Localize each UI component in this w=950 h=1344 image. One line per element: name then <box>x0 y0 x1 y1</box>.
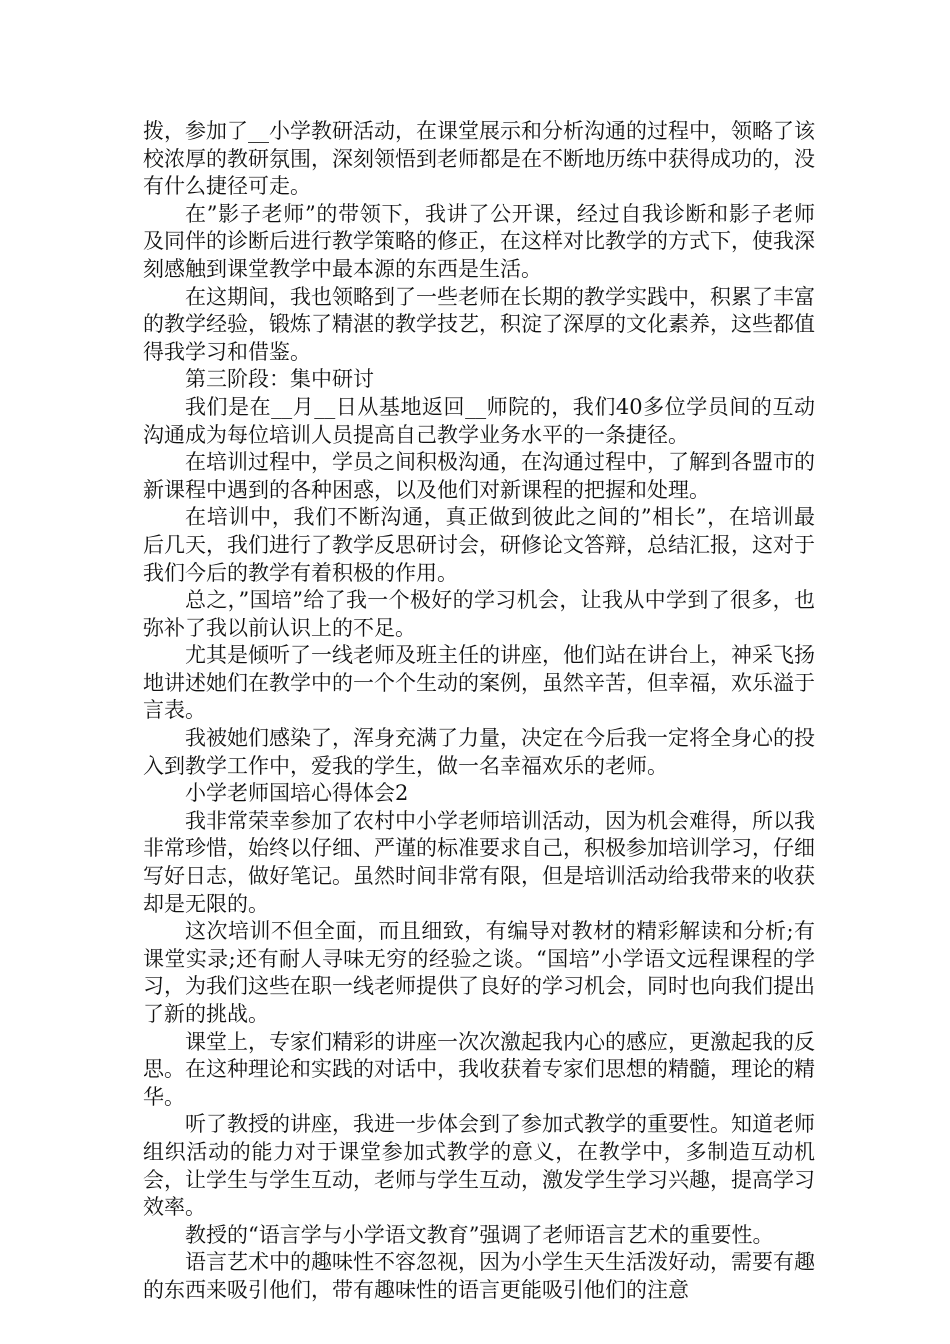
paragraph: 我被她们感染了，浑身充满了力量，决定在今后我一定将全身心的投入到教学工作中，爱我的学生，做一名幸福欢乐的老师。 <box>143 726 815 778</box>
paragraph-continuation: 拨，参加了__小学教研活动，在课堂展示和分析沟通的过程中，领略了该校浓厚的教研氛围，深刻领悟到老师都是在不断地历练中获得成功的，没有什么捷径可走。 <box>143 119 815 199</box>
document-body <box>143 118 815 1305</box>
paragraph: 在”影子老师”的带领下，我讲了公开课，经过自我诊断和影子老师及同伴的诊断后进行教学策略的修正，在这样对比教学的方式下，使我深刻感触到课堂教学中最本源的东西是生活。 <box>143 201 815 281</box>
paragraph: 我们是在__月__日从基地返回__师院的，我们40多位学员间的互动沟通成为每位培训人员提高自己教学业务水平的一条捷径。 <box>143 394 815 447</box>
paragraph: 语言艺术中的趣味性不容忽视，因为小学生天生活泼好动，需要有趣的东西来吸引他们，带有趣味性的语言更能吸引他们的注意 <box>143 1250 815 1302</box>
paragraph: 教授的“语言学与小学语文教育”强调了老师语言艺术的重要性。 <box>185 1222 774 1247</box>
paragraph: 我非常荣幸参加了农村中小学老师培训活动，因为机会难得，所以我非常珍惜，始终以仔细、严谨的标准要求自己，积极参加培训学习，仔细写好日志，做好笔记。虽然时间非常有限，但是培训活动给我带来的收获却是无限的。 <box>143 808 815 916</box>
paragraph: 总之，”国培”给了我一个极好的学习机会，让我从中学到了很多，也弥补了我以前认识上的不足。 <box>143 588 815 640</box>
paragraph: 在培训过程中，学员之间积极沟通，在沟通过程中，了解到各盟市的新课程中遇到的各种困惑，以及他们对新课程的把握和处理。 <box>143 450 815 502</box>
paragraph: 在培训中，我们不断沟通，真正做到彼此之间的”相长”，在培训最后几天，我们进行了教学反思研讨会，研修论文答辩，总结汇报，这对于我们今后的教学有着积极的作用。 <box>143 505 815 585</box>
paragraph: 这次培训不但全面，而且细致，有编导对教材的精彩解读和分析;有课堂实录;还有耐人寻味无穷的经验之谈。“国培”小学语文远程课程的学习，为我们这些在职一线老师提供了良好的学习机会，同时也向我们提出了新的挑战。 <box>143 919 815 1026</box>
article-title: 小学老师国培心得体会2 <box>185 781 409 806</box>
paragraph: 在这期间，我也领略到了一些老师在长期的教学实践中，积累了丰富的教学经验，锻炼了精湛的教学技艺，积淀了深厚的文化素养，这些都值得我学习和借鉴。 <box>143 284 815 364</box>
paragraph: 尤其是倾听了一线老师及班主任的讲座，他们站在讲台上，神采飞扬地讲述她们在教学中的一个个生动的案例，虽然辛苦，但幸福，欢乐溢于言表。 <box>143 643 815 723</box>
paragraph: 课堂上，专家们精彩的讲座一次次激起我内心的感应，更激起我的反思。在这种理论和实践的对话中，我收获着专家们思想的精髓，理论的精华。 <box>143 1029 815 1109</box>
section-heading: 第三阶段：集中研讨 <box>185 367 374 392</box>
paragraph: 听了教授的讲座，我进一步体会到了参加式教学的重要性。知道老师组织活动的能力对于课堂参加式教学的意义，在教学中，多制造互动机会，让学生与学生互动，老师与学生互动，激发学生学习兴趣，提高学习效率。 <box>143 1112 815 1220</box>
